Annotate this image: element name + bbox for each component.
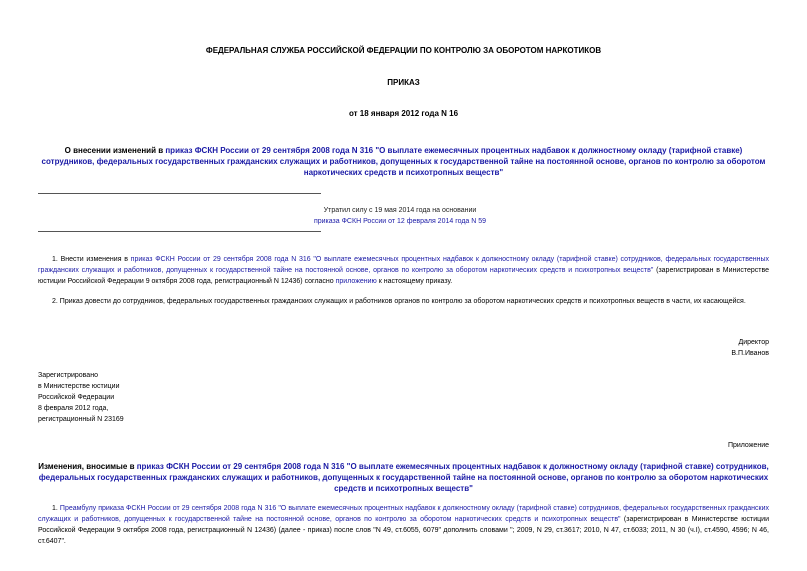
appendix-title: [38, 461, 769, 494]
appendix-title-link[interactable]: приказ ФСКН России от 29 сентября 2008 года N 316 "О выплате ежемесячных процентных надбавок к должностному окладу (тарифной ставке) сотрудников, федеральных государственных гражданских служащих и работников, допущенных к государственной тайне на постоянной основе, органов по контролю за оборотом наркотических средств и психотропных веществ": [38, 462, 769, 493]
registration-line: Российской Федерации: [38, 394, 115, 401]
signature-name: В.П.Иванов: [731, 350, 769, 357]
ap1-suffix: (зарегистрирован в Министерстве юстиции Российской Федерации 9 октября 2008 года, регистрационный N 12436) (далее - приказ) после слов "N 49, ст.6055, 6079" дополнить словами "; 2009, N 29, ст.3617; 2010, N 47, ст.6033; 2011, N 30 (ч.I), ст.4590, 4596; N 46, ст.6407".: [38, 516, 769, 545]
p1-order-link[interactable]: приказ ФСКН России от 29 сентября 2008 года N 316 "О выплате ежемесячных процентных надбавок к должностному окладу (тарифной ставке) сотрудников, федеральных государственных гражданских служащих и работников, допущенных к государственной тайне на постоянной основе, органов по контролю за оборотом наркотических средств и психотропных веществ": [38, 256, 770, 274]
ap1-prefix: 1.: [52, 505, 60, 512]
registration-line: Зарегистрировано: [38, 372, 98, 379]
registration-line: в Министерстве юстиции: [38, 383, 120, 390]
status-line: Утратил силу с 19 мая 2014 года на основании: [323, 207, 477, 214]
registration-block: [38, 370, 238, 425]
status-link-wrap: [230, 216, 570, 227]
appendix-paragraph-1: [38, 503, 769, 547]
doc-type-heading: ПРИКАЗ: [387, 78, 420, 87]
appendix-title-prefix: Изменения, вносимые в: [38, 462, 137, 471]
p1-appendix-link[interactable]: приложению: [335, 278, 377, 285]
agency-heading: ФЕДЕРАЛЬНАЯ СЛУЖБА РОССИЙСКОЙ ФЕДЕРАЦИИ ПО КОНТРОЛЮ ЗА ОБОРОТОМ НАРКОТИКОВ: [205, 46, 602, 55]
ap1-preamble-link[interactable]: Преамбулу: [59, 505, 97, 512]
p1-prefix: 1. Внести изменения в: [52, 256, 131, 263]
registration-line: 8 февраля 2012 года,: [38, 405, 109, 412]
p2-text: 2. Приказ довести до сотрудников, федеральных государственных гражданских служащих и работников органов по контролю за оборотом наркотических средств и психотропных веществ в части, их касающейся.: [52, 298, 746, 305]
body-paragraph-2: [38, 296, 769, 307]
doc-title-link[interactable]: приказ ФСКН России от 29 сентября 2008 года N 316 "О выплате ежемесячных процентных надбавок к должностному окладу (тарифной ставке) сотрудников, федеральных государственных гражданских служащих и работников, допущенных к государственной тайне на постоянной основе, органов по контролю за оборотом наркотических средств и психотропных веществ": [41, 146, 766, 177]
p1-suffix: (зарегистрирован в Министерстве юстиции Российской Федерации 9 октября 2008 года, регистрационный N 12436) согласно: [38, 267, 769, 285]
signature-position: Директор: [738, 339, 769, 346]
status-link[interactable]: приказа ФСКН России от 12 февраля 2014 года N 59: [313, 218, 487, 225]
doc-title: [38, 145, 769, 178]
divider-top: [38, 193, 321, 194]
doc-title-prefix: О внесении изменений в: [64, 146, 166, 155]
ap1-order-link[interactable]: приказа ФСКН России от 29 сентября 2008 года N 316 "О выплате ежемесячных процентных надбавок к должностному окладу (тарифной ставке) сотрудников, федеральных государственных гражданских служащих и работников, допущенных к государственной тайне на постоянной основе, органов по контролю за оборотом наркотических средств и психотропных веществ": [38, 505, 769, 523]
appendix-label: Приложение: [727, 442, 769, 449]
p1-end: к настоящему приказу.: [376, 278, 453, 285]
body-paragraph-1: [38, 254, 769, 287]
registration-line: регистрационный N 23169: [38, 416, 124, 423]
doc-date-number: от 18 января 2012 года N 16: [348, 109, 459, 118]
divider-bottom: [38, 231, 321, 232]
